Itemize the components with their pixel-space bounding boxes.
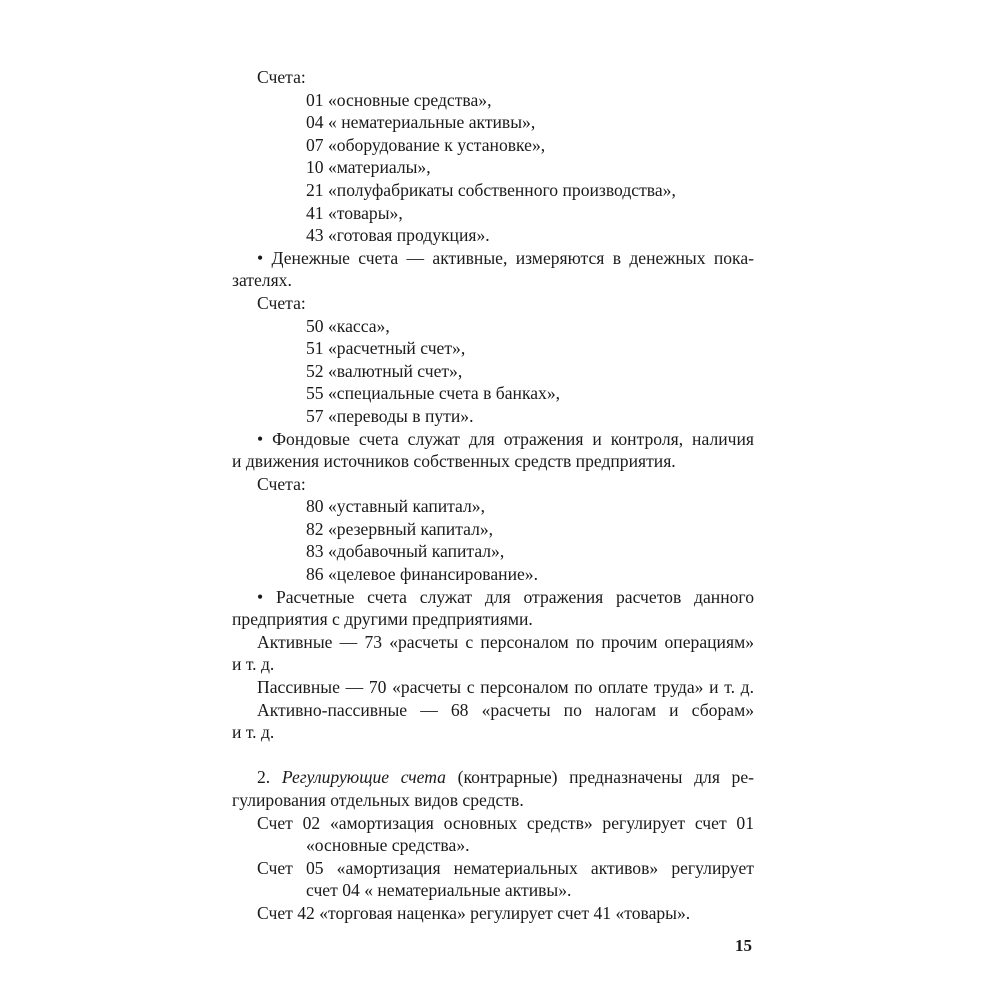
document-page xyxy=(232,66,754,925)
active-accounts-line: Активные — 73 «расчеты с персоналом по прочим операциям» xyxy=(257,631,754,652)
fund-accounts-paragraph xyxy=(232,428,754,451)
page-number: 15 xyxy=(735,936,752,955)
account-item: 01 «основные средства», xyxy=(306,89,492,110)
passive-accounts-line: Пассивные — 70 «расчеты с персоналом по оплате труда» и т. д. xyxy=(257,677,754,698)
regulation-entry: Счет 05 «амортизация нематериальных активов» регулирует xyxy=(257,857,754,878)
active-passive-accounts-line-cont: и т. д. xyxy=(232,722,275,743)
settlement-accounts-text: Расчетные счета служат для отражения расчетов данного xyxy=(275,586,754,607)
account-item: 50 «касса», xyxy=(306,315,390,336)
money-accounts-text-cont: зателях. xyxy=(232,270,292,291)
money-accounts-paragraph xyxy=(232,247,754,270)
accounts-label: Счета: xyxy=(257,292,306,313)
account-item: 83 «добавочный капитал», xyxy=(306,541,505,562)
regulation-entry: Счет 02 «амортизация основных средств» регулирует счет 01 xyxy=(257,812,754,833)
account-item: 10 «материалы», xyxy=(306,157,431,178)
active-passive-accounts-line: Активно-пассивные — 68 «расчеты по налогам и сборам» xyxy=(257,699,754,720)
regulating-accounts-text: (контрарные) предназначены для ре- xyxy=(457,767,754,788)
account-item: 21 «полуфабрикаты собственного производства», xyxy=(306,179,676,200)
regulating-accounts-term: Регулирующие счета xyxy=(281,767,446,788)
money-accounts-text: Денежные счета — активные, измеряются в денежных пока- xyxy=(271,247,754,268)
fund-accounts-text: Фондовые счета служат для отражения и контроля, наличия xyxy=(272,428,754,449)
settlement-accounts-text-cont: предприятия с другими предприятиями. xyxy=(232,609,533,630)
active-accounts-line-cont: и т. д. xyxy=(232,654,275,675)
account-item: 86 «целевое финансирование». xyxy=(306,564,539,585)
account-item: 55 «специальные счета в банках», xyxy=(306,383,561,404)
settlement-accounts-paragraph xyxy=(232,586,754,609)
regulation-entry-cont: «основные средства». xyxy=(306,835,470,856)
account-item: 52 «валютный счет», xyxy=(306,360,463,381)
account-item: 07 «оборудование к установке», xyxy=(306,134,546,155)
regulation-entry-cont: счет 04 « нематериальные активы». xyxy=(306,880,572,901)
account-item: 82 «резервный капитал», xyxy=(306,518,494,539)
section-number: 2. xyxy=(257,767,271,788)
bullet-icon: • xyxy=(257,586,264,607)
account-item: 04 « нематериальные активы», xyxy=(306,112,536,133)
account-item: 43 «готовая продукция». xyxy=(306,225,490,246)
accounts-label: Счета: xyxy=(257,473,306,494)
fund-accounts-text-cont: и движения источников собственных средств предприятия. xyxy=(232,451,676,472)
account-item: 41 «товары», xyxy=(306,202,403,223)
accounts-label: Счета: xyxy=(257,67,306,87)
bullet-icon: • xyxy=(257,247,264,268)
account-item: 57 «переводы в пути». xyxy=(306,405,474,426)
regulation-entry: Счет 42 «торговая наценка» регулирует счет 41 «товары». xyxy=(257,902,691,923)
bullet-icon: • xyxy=(257,428,264,449)
regulating-accounts-text-cont: гулирования отдельных видов средств. xyxy=(232,790,524,810)
regulating-accounts-paragraph xyxy=(232,766,754,789)
account-item: 51 «расчетный счет», xyxy=(306,338,466,359)
paragraph-gap xyxy=(232,744,754,767)
account-item: 80 «уставный капитал», xyxy=(306,496,485,517)
